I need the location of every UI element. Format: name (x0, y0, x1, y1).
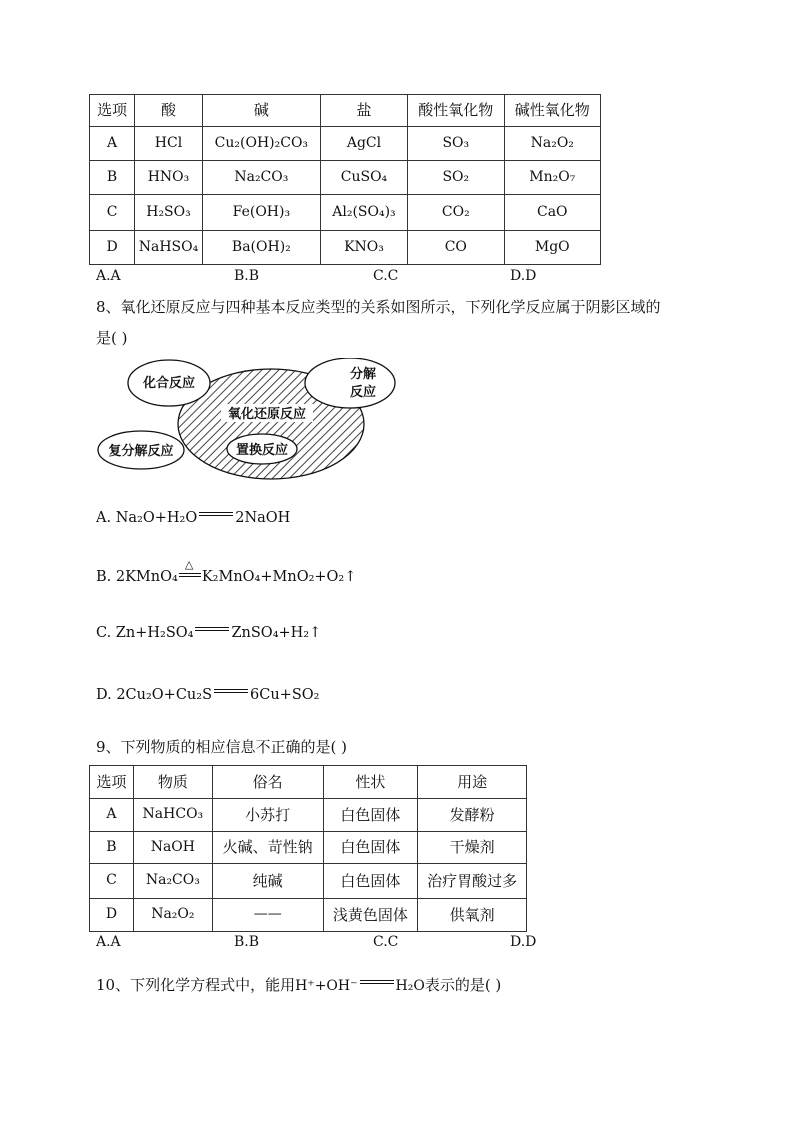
table-cell: AgCl (320, 127, 407, 161)
table-cell: NaHSO₄ (135, 231, 203, 265)
table-row (90, 161, 601, 195)
option-d[interactable]: D.D (510, 934, 537, 950)
q8-option-d[interactable]: D. 2Cu₂O+Cu₂S 6Cu+SO₂ (96, 687, 320, 704)
q7-options (96, 268, 596, 286)
table-cell: 白色固体 (323, 799, 418, 832)
table-cell: NaOH (133, 832, 212, 864)
q9-header: 用途 (418, 766, 527, 799)
q8-option-b[interactable]: B. 2KMnO₄ △ K₂MnO₄+MnO₂+O₂↑ (96, 558, 357, 585)
table-cell: HCl (135, 127, 203, 161)
table-cell: B (90, 832, 134, 864)
table-row (90, 899, 527, 932)
decomposition-region (305, 358, 395, 408)
q7-header: 盐 (320, 95, 407, 127)
option-c[interactable]: C.C (373, 268, 399, 284)
equals-sign (195, 625, 229, 635)
table-cell: Na₂CO₃ (133, 864, 212, 899)
q7-header: 酸 (135, 95, 203, 127)
table-cell: NaHCO₃ (133, 799, 212, 832)
table-cell: Na₂O₂ (504, 127, 600, 161)
combination-label: 化合反应 (142, 376, 196, 391)
q9-header: 选项 (90, 766, 134, 799)
table-cell: 火碱、苛性钠 (212, 832, 323, 864)
table-cell: B (90, 161, 135, 195)
q9-header-row (90, 766, 527, 799)
table-row (90, 231, 601, 265)
table-cell: CuSO₄ (320, 161, 407, 195)
equals-sign (199, 510, 233, 520)
table-row (90, 864, 527, 899)
table-cell: Na₂CO₃ (202, 161, 320, 195)
table-cell: —— (212, 899, 323, 932)
q8-option-c[interactable]: C. Zn+H₂SO₄ ZnSO₄+H₂↑ (96, 625, 322, 642)
table-cell: CaO (504, 195, 600, 231)
table-cell: Mn₂O₇ (504, 161, 600, 195)
table-cell: C (90, 195, 135, 231)
q9-header: 物质 (133, 766, 212, 799)
option-b[interactable]: B.B (234, 934, 260, 950)
q7-header: 选项 (90, 95, 135, 127)
table-cell: Ba(OH)₂ (202, 231, 320, 265)
table-cell: A (90, 799, 134, 832)
table-cell: CO (408, 231, 504, 265)
table-cell: SO₃ (408, 127, 504, 161)
q7-header-row (90, 95, 601, 127)
table-cell: 治疗胃酸过多 (418, 864, 527, 899)
table-cell: CO₂ (408, 195, 504, 231)
q9-header: 俗名 (212, 766, 323, 799)
table-row (90, 799, 527, 832)
option-a[interactable]: A.A (96, 268, 121, 284)
redox-label: 氧化还原反应 (227, 407, 307, 422)
option-c[interactable]: C.C (373, 934, 399, 950)
table-cell: 干燥剂 (418, 832, 527, 864)
table-cell: Fe(OH)₃ (202, 195, 320, 231)
table-cell: HNO₃ (135, 161, 203, 195)
table-cell: C (90, 864, 134, 899)
table-cell: 白色固体 (323, 832, 418, 864)
q7-header: 碱 (202, 95, 320, 127)
q9-options (96, 934, 596, 952)
equals-sign (214, 687, 248, 697)
table-cell: Cu₂(OH)₂CO₃ (202, 127, 320, 161)
q9-table (89, 765, 527, 932)
double-displacement-label: 复分解反应 (108, 444, 174, 459)
option-d[interactable]: D.D (510, 268, 537, 284)
q10-stem: 10、下列化学方程式中，能用H⁺+OH⁻ H₂O表示的是( ) (96, 976, 502, 994)
table-cell: Na₂O₂ (133, 899, 212, 932)
option-b[interactable]: B.B (234, 268, 260, 284)
table-cell: 浅黄色固体 (323, 899, 418, 932)
table-cell: SO₂ (408, 161, 504, 195)
table-cell: 供氧剂 (418, 899, 527, 932)
table-cell: 白色固体 (323, 864, 418, 899)
q8-stem-line1: 8、氧化还原反应与四种基本反应类型的关系如图所示，下列化学反应属于阴影区域的 (96, 298, 661, 316)
q7-table (89, 94, 601, 265)
q9-stem: 9、下列物质的相应信息不正确的是( ) (96, 738, 348, 756)
q7-header: 碱性氧化物 (504, 95, 600, 127)
reaction-types-venn-diagram (95, 358, 405, 483)
table-cell: Al₂(SO₄)₃ (320, 195, 407, 231)
table-cell: 小苏打 (212, 799, 323, 832)
table-cell: 纯碱 (212, 864, 323, 899)
table-row (90, 195, 601, 231)
decomposition-label-2: 反应 (349, 385, 377, 400)
q9-header: 性状 (323, 766, 418, 799)
option-a[interactable]: A.A (96, 934, 121, 950)
displacement-label: 置换反应 (235, 443, 289, 458)
q8-stem-line2: 是( ) (96, 329, 128, 347)
equals-sign (360, 978, 394, 988)
table-cell: D (90, 231, 135, 265)
table-row (90, 832, 527, 864)
table-cell: H₂SO₃ (135, 195, 203, 231)
table-cell: A (90, 127, 135, 161)
table-cell: MgO (504, 231, 600, 265)
q8-option-a[interactable]: A. Na₂O+H₂O 2NaOH (96, 510, 291, 527)
table-cell: KNO₃ (320, 231, 407, 265)
table-row (90, 127, 601, 161)
heating-equals-sign: △ (179, 567, 201, 581)
table-cell: D (90, 899, 134, 932)
decomposition-label-1: 分解 (349, 367, 377, 382)
table-cell: 发酵粉 (418, 799, 527, 832)
q7-header: 酸性氧化物 (408, 95, 504, 127)
